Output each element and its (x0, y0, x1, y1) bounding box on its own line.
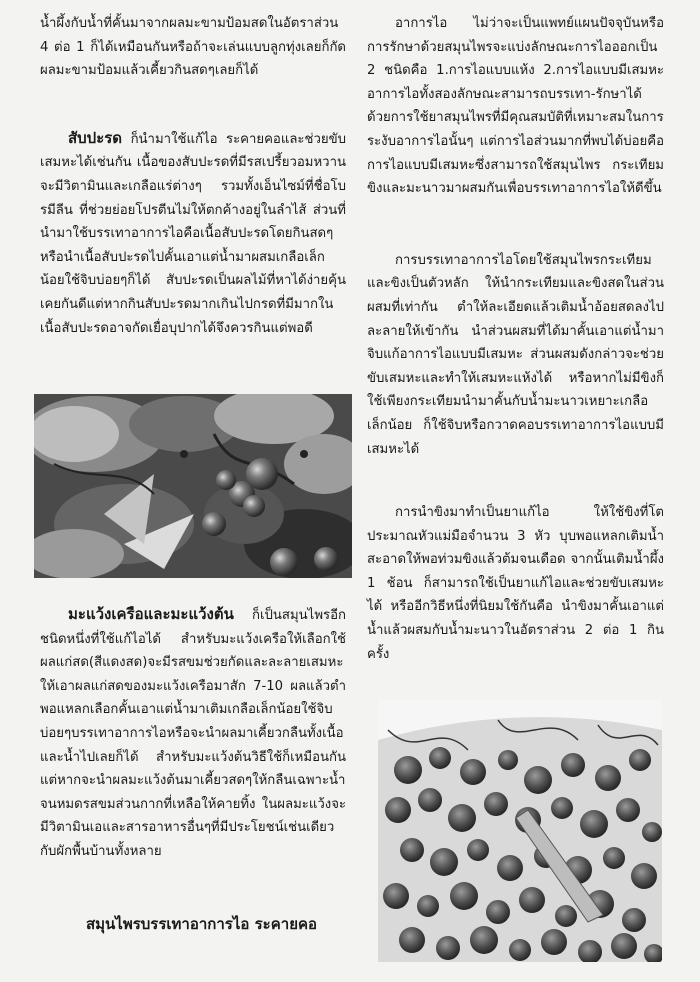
paragraph-garlic-ginger: การบรรเทาอาการไอโดยใช้สมุนไพรกระเทียมและขิงเป็นตัวหลัก ให้นำกระเทียมและขิงสดในส่วนผสมที่เท่ากัน ตำให้ละเอียดแล้วเติมน้ำอ้อยสดลงไปละลายให้เข้ากัน นำส่วนผสมที่ได้มาคั้นเอาแต่น้ำมาจิบแก้อาการไอแบบมีเสมหะ ส่วนผสมดังกล่าวจะช่วยขับเสมหะและทำให้เสมหะแห้งได้ หรือหากไม่มีขิงก็ใช้เพียงกระเทียมนำมาคั้นกับน้ำมะนาวเหยาะเกลือเล็กน้อย ก็ใช้จิบหรือกวาดคอบรรเทาอาการไอแบบมีเสมหะได้ (367, 252, 664, 457)
paragraph-cough-types: อาการไอ ไม่ว่าจะเป็นแพทย์แผนปัจจุบันหรือการรักษาด้วยสมุนไพรจะแบ่งลักษณะการไอออกเป็น 2 ชนิดคือ 1.การไอแบบแห้ง 2.การไอแบบมีเสมหะ อาการไอทั้งสองลักษณะสามารถบรรเทา-รักษาได้ด้วยการใช้ยาสมุนไพรที่มีคุณสมบัติที่เหมาะสมในการระงับอาการไอนั้นๆ แต่การไอส่วนมากที่พบได้บ่อยคือการไอแบบมีเสมหะซึ่งสามารถใช้สมุนไพร กระเทียม ขิงและมะนาวมาผสมกันเพื่อบรรเทาอาการไอให้ดีขึ้น (367, 16, 664, 197)
paragraph-amla-continued: น้ำผึ้งกับน้ำที่คั้นมาจากผลมะขามป้อมสดในอัตราส่วน 4 ต่อ 1 ก็ได้เหมือนกันหรือถ้าจะเล่นแบบลูกทุ่งเลยก็กัดผลมะขามป้อมแล้วเคี้ยวกินสดๆเลยก็ได้ (40, 16, 346, 79)
left-column-top (40, 12, 346, 340)
photo-caption: สมุนไพรบรรเทาอาการไอ ระคายคอ (86, 915, 318, 933)
eggplant-text: ก็เป็นสมุนไพรอีกชนิดหนึ่งที่ใช้แก้ไอได้ สำหรับมะแว้งเครือให้เลือกใช้ผลแก่สด(สีแดงสด)จะมีรสขมช่วยกัดและละลายเสมหะ ให้เอาผลแก่สดของมะแว้งเครือมาสัก 7-10 ผลแล้วตำพอแหลกเลือกคั้นเอาแต่น้ำมาเติมเกลือเล็กน้อยใช้จิบบ่อยๆบรรเทาอาการไอหรือจะนำผลมาเคี้ยวกลืนทั้งเนื้อและน้ำไปเลยก็ได้ สำหรับมะแว้งต้นวิธีใช้ก็เหมือนกันแต่หากจะนำผลมะแว้งต้นมาเคี้ยวสดๆให้กลืนเฉพาะน้ำจนหมดรสขมส่วนกากที่เหลือให้คายทิ้ง ในผลมะแว้งจะมีวิตามินเอและสารอาหารอื่นๆที่มีประโยชน์เช่นเดียวกับผักพื้นบ้านทั้งหลาย (40, 608, 346, 859)
paragraph-pineapple (40, 127, 346, 340)
pineapple-text: ก็นำมาใช้แก้ไอ ระคายคอและช่วยขับเสมหะได้เช่นกัน เนื้อของสับปะรดที่มีรสเปรี้ยวอมหวานจะมีวิตามินและเกลือแร่ต่างๆ รวมทั้งเอ็นไซม์ที่ชื่อโบรมีลีน ที่ช่วยย่อยโปรตีนไม่ให้ตกค้างอยู่ในลำไส้ ส่วนที่นำมาใช้บรรเทาอาการไอคือเนื้อสับปะรดโดยกินสดๆหรือนำเนื้อสับปะรดไปคั้นเอาแต่น้ำมาผสมเกลือเล็กน้อยใช้จิบบ่อยๆก็ได้ สับปะรดเป็นผลไม้ที่หาได้ง่ายคุ้นเคยกันดีแต่หากกินสับปะรดมากเกินไปกรดที่มีมากในเนื้อสับปะรดอาจกัดเยื่อบุปากได้จึงควรกินแต่พอดี (40, 131, 346, 336)
photo-eggplant-plant (34, 394, 352, 578)
right-column (367, 12, 664, 666)
left-column-bottom (40, 603, 346, 864)
paragraph-eggplant (40, 603, 346, 864)
paragraph-ginger-remedy: การนำขิงมาทำเป็นยาแก้ไอ ให้ใช้ขิงที่โตประมาณหัวแม่มือจำนวน 3 หัว บุบพอแหลกเติมน้ำสะอาดให้พอท่วมขิงแล้วต้มจนเดือด จากนั้นเติมน้ำผึ้ง 1 ช้อน ก็สามารถใช้เป็นยาแก้ไอและช่วยขับเสมหะได้ หรืออีกวิธีหนึ่งที่นิยมใช้กันคือ นำขิงมาคั้นเอาแต่น้ำแล้วผสมกับน้ำมะนาวในอัตราส่วน 2 ต่อ 1 กินครั้ง (367, 505, 664, 662)
photo-dried-herbs (378, 700, 662, 962)
heading-eggplant: มะแว้งเครือและมะแว้งต้น (68, 605, 234, 623)
heading-pineapple: สับปะรด (68, 128, 123, 147)
